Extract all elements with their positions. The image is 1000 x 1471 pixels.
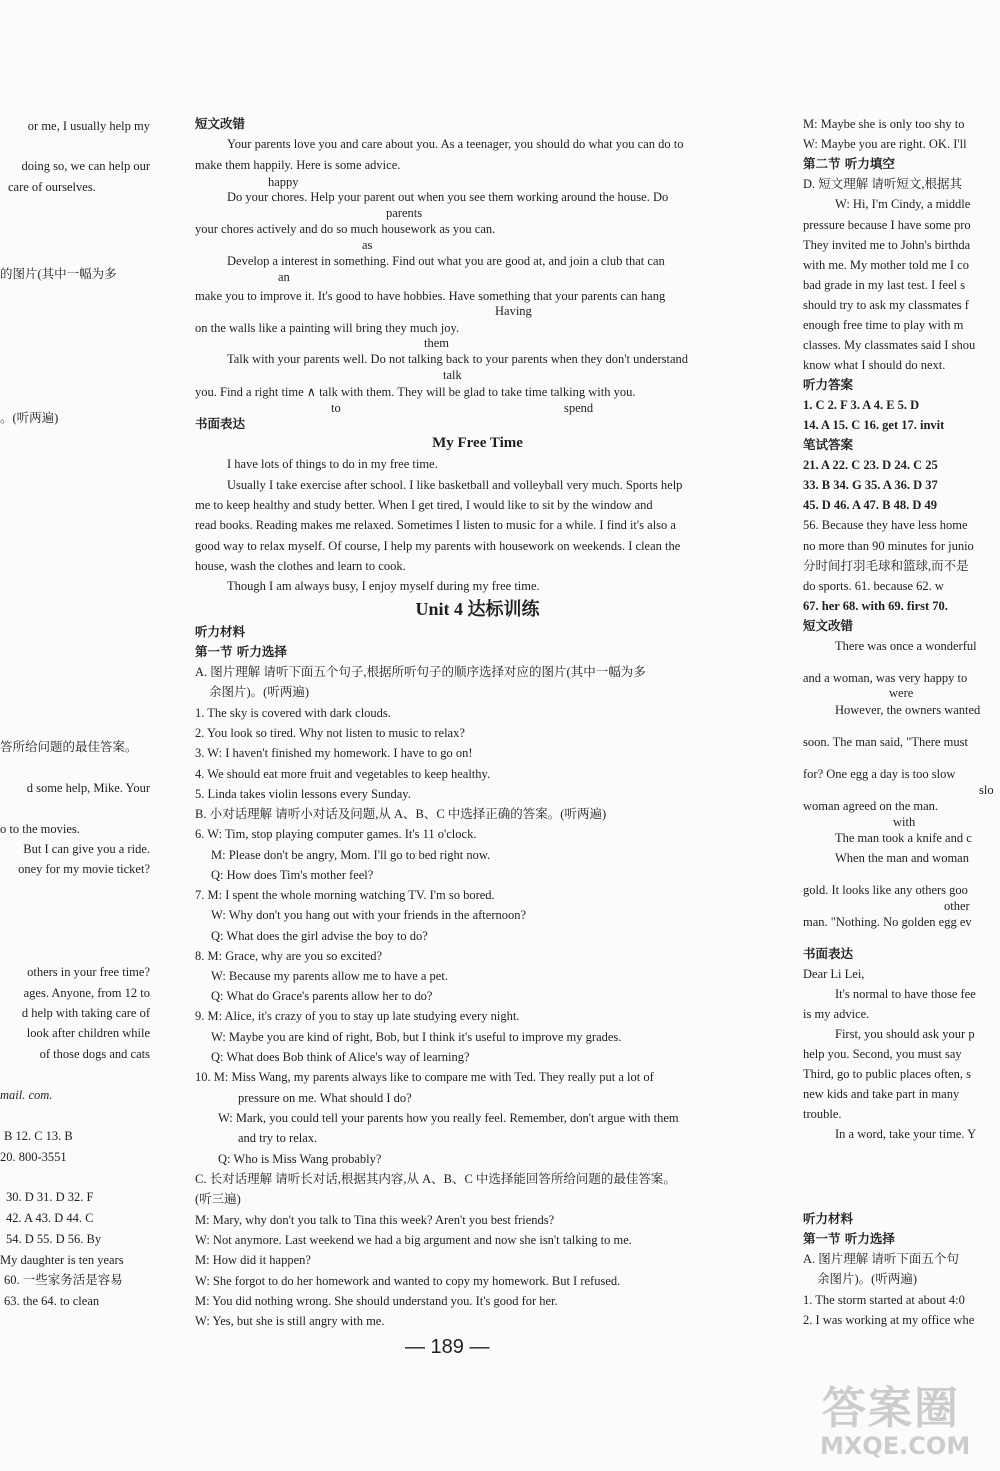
correction-word: happy: [268, 175, 299, 189]
correction-line: on the walls like a painting will bring they much joy.: [195, 321, 460, 335]
text-line: doing so, we can help our: [21, 159, 150, 173]
text-line: Dear Li Lei,: [803, 967, 865, 981]
section-heading: 短文改错: [803, 618, 854, 633]
text-line: is my advice.: [803, 1007, 870, 1021]
essay-line: I have lots of things to do in my free time.: [227, 457, 438, 471]
listening-material-heading: 听力材料: [195, 624, 246, 639]
section-heading: 听力答案: [803, 377, 854, 392]
text-line: gold. It looks like any others goo: [803, 883, 968, 897]
text-line: others in your free time?: [27, 965, 150, 979]
listening-item: 2. You look so tired. Why not listen to music to relax?: [195, 726, 465, 740]
part-a-instruction: A. 图片理解 请听下面五个句子,根据所听句子的顺序选择对应的图片(其中一幅为多: [195, 665, 646, 679]
section-heading: 第二节 听力填空: [803, 156, 895, 171]
correction-word: an: [278, 270, 290, 284]
dialog-line: 8. M: Grace, why are you so excited?: [195, 949, 383, 963]
correction-word: slo: [979, 783, 994, 797]
text-line: care of ourselves.: [8, 180, 96, 194]
text-line: In a word, take your time. Y: [835, 1127, 977, 1141]
text-line: 答所给问题的最佳答案。: [0, 740, 138, 754]
text-line: The man took a knife and c: [835, 831, 972, 845]
dialog-line: W: Because my parents allow me to have a pet.: [211, 969, 448, 983]
dialog-line: Q: Who is Miss Wang probably?: [218, 1152, 382, 1166]
listening-item: 4. We should eat more fruit and vegetables to keep healthy.: [195, 767, 491, 781]
correction-word: other: [944, 899, 970, 913]
dialog-line: Q: What does the girl advise the boy to do?: [211, 929, 428, 943]
section-heading-writing: 书面表达: [195, 416, 246, 431]
dialog-line: 6. W: Tim, stop playing computer games. It's 11 o'clock.: [195, 827, 477, 841]
text-line: classes. My classmates said I shou: [803, 338, 976, 352]
text-line: A. 图片理解 请听下面五个句: [803, 1252, 959, 1266]
section-heading-correction: 短文改错: [195, 116, 246, 131]
answer-line: 21. A 22. C 23. D 24. C 25: [803, 458, 938, 472]
correction-line: Your parents love you and care about you. As a teenager, you should do what you can do to: [227, 137, 684, 151]
part-a-instruction: 余图片)。(听两遍): [209, 685, 309, 699]
text-line: When the man and woman: [835, 851, 969, 865]
dialog-line: M: Please don't be angry, Mom. I'll go to bed right now.: [211, 848, 491, 862]
dialog-line: W: Why don't you hang out with your friends in the afternoon?: [211, 908, 527, 922]
dialog-line: M: How did it happen?: [195, 1253, 311, 1267]
essay-line: house, wash the clothes and learn to cook.: [195, 559, 406, 573]
text-line: They invited me to John's birthda: [803, 238, 971, 252]
text-line: d help with taking care of: [21, 1006, 150, 1020]
dialog-line: 7. M: I spent the whole morning watching TV. I'm so bored.: [195, 888, 495, 902]
left-column: [0, 0, 160, 1471]
essay-line: me to keep healthy and study better. When I get tired, I would like to sit by the window and: [195, 498, 653, 512]
answer-line: My daughter is ten years: [0, 1253, 124, 1267]
text-line: 2. I was working at my office whe: [803, 1313, 975, 1327]
text-line: oney for my movie ticket?: [18, 862, 150, 876]
text-line: W: Maybe you are right. OK. I'll: [803, 137, 967, 151]
dialog-line: 10. M: Miss Wang, my parents always like to compare me with Ted. They really put a lot of: [195, 1070, 654, 1084]
text-line: should try to ask my classmates f: [803, 298, 969, 312]
text-line: However, the owners wanted: [835, 703, 981, 717]
text-line: First, you should ask your p: [835, 1027, 975, 1041]
middle-column: [195, 0, 765, 1471]
watermark-text: 答案圈: [822, 1383, 960, 1434]
correction-word: as: [362, 238, 373, 252]
essay-line: Though I am always busy, I enjoy myself during my free time.: [227, 579, 540, 593]
essay-line: read books. Reading makes me relaxed. Sometimes I listen to music for a while. I find it's also a: [195, 518, 676, 532]
section-heading: 第一节 听力选择: [803, 1231, 895, 1246]
answer-line: 60. 一些家务活是容易: [4, 1273, 123, 1287]
dialog-line: Q: What does Bob think of Alice's way of learning?: [211, 1050, 470, 1064]
answer-line: 30. D 31. D 32. F: [6, 1190, 94, 1204]
text-line: or me, I usually help my: [27, 119, 150, 133]
text-line: d some help, Mike. Your: [26, 781, 150, 795]
text-line: know what I should do next.: [803, 358, 946, 372]
correction-line: Talk with your parents well. Do not talking back to your parents when they don't understand: [227, 352, 688, 366]
answer-line: do sports. 61. because 62. w: [803, 579, 944, 593]
correction-line: you. Find a right time ∧ talk with them. They will be glad to take time talking with you.: [195, 385, 636, 399]
text-line: soon. The man said, "There must: [803, 735, 968, 749]
text-line: man. "Nothing. No golden egg ev: [803, 915, 972, 929]
listening-item: 1. The sky is covered with dark clouds.: [195, 706, 391, 720]
correction-word: with: [893, 815, 916, 829]
text-line: enough free time to play with m: [803, 318, 964, 332]
correction-word: spend: [564, 401, 594, 415]
answer-line: 67. her 68. with 69. first 70.: [803, 599, 948, 613]
answer-line: no more than 90 minutes for junio: [803, 539, 974, 553]
text-line: with me. My mother told me I co: [803, 258, 969, 272]
section-heading: 笔试答案: [803, 437, 854, 452]
dialog-line: M: You did nothing wrong. She should understand you. It's good for her.: [195, 1294, 558, 1308]
page-number: — 189 —: [405, 1336, 490, 1358]
text-line: 余图片)。(听两遍): [817, 1272, 917, 1286]
answer-line: 1. C 2. F 3. A 4. E 5. D: [803, 398, 920, 412]
listening-item: 3. W: I haven't finished my homework. I have to go on!: [195, 746, 473, 760]
text-line: 。(听两遍): [0, 411, 59, 425]
watermark-logo: [816, 1372, 996, 1467]
text-line: Third, go to public places often, s: [803, 1067, 972, 1081]
dialog-line: 9. M: Alice, it's crazy of you to stay up late studying every night.: [195, 1009, 520, 1023]
text-line: new kids and take part in many: [803, 1087, 960, 1101]
answer-line: 20. 800-3551: [0, 1150, 67, 1164]
dialog-line: Q: What do Grace's parents allow her to do?: [211, 989, 433, 1003]
answer-line: 63. the 64. to clean: [4, 1294, 100, 1308]
answer-line: 42. A 43. D 44. C: [6, 1211, 94, 1225]
text-line: bad grade in my last test. I feel s: [803, 278, 966, 292]
answer-line: 分时间打羽毛球和篮球,而不是: [803, 559, 969, 573]
essay-title: My Free Time: [432, 435, 523, 451]
text-line: woman agreed on the man.: [803, 799, 939, 813]
text-line: mail. com.: [0, 1088, 53, 1102]
dialog-line: Q: How does Tim's mother feel?: [211, 868, 374, 882]
text-line: look after children while: [26, 1026, 150, 1040]
text-line: M: Maybe she is only too shy to: [803, 117, 965, 131]
answer-line: 56. Because they have less home: [803, 518, 968, 532]
correction-word: were: [889, 686, 914, 700]
text-line: and a woman, was very happy to: [803, 671, 968, 685]
answer-line: 33. B 34. G 35. A 36. D 37: [803, 478, 938, 492]
correction-line: make them happily. Here is some advice.: [195, 158, 401, 172]
dialog-line: M: Mary, why don't you talk to Tina this week? Aren't you best friends?: [195, 1213, 555, 1227]
text-line: 的图片(其中一幅为多: [0, 267, 117, 281]
part-c-instruction: C. 长对话理解 请听长对话,根据其内容,从 A、B、C 中选择能回答所给问题的最佳答案。: [195, 1172, 676, 1186]
listening-item: 5. Linda takes violin lessons every Sunday.: [195, 787, 411, 801]
text-line: But I can give you a ride.: [23, 842, 150, 856]
correction-line: Do your chores. Help your parent out when you see them working around the house. Do: [227, 190, 669, 204]
section-heading: 书面表达: [803, 946, 854, 961]
part-b-instruction: B. 小对话理解 请听小对话及问题,从 A、B、C 中选择正确的答案。(听两遍): [195, 807, 607, 821]
dialog-line: W: Not anymore. Last weekend we had a big argument and now she isn't talking to me.: [195, 1233, 632, 1247]
text-line: ages. Anyone, from 12 to: [23, 986, 150, 1000]
correction-word: parents: [386, 206, 423, 220]
dialog-line: W: Mark, you could tell your parents how you really feel. Remember, don't argue with them: [218, 1111, 679, 1125]
section-heading: 听力材料: [803, 1211, 854, 1226]
answer-line: 54. D 55. D 56. By: [6, 1232, 102, 1246]
text-line: There was once a wonderful: [835, 639, 977, 653]
unit-title: Unit 4 达标训练: [415, 599, 540, 619]
text-line: W: Hi, I'm Cindy, a middle: [835, 197, 971, 211]
dialog-line: pressure on me. What should I do?: [238, 1091, 412, 1105]
text-line: It's normal to have those fee: [835, 987, 976, 1001]
text-line: D. 短文理解 请听短文,根据其: [803, 177, 963, 191]
right-column: [803, 0, 1000, 1471]
correction-line: make you to improve it. It's good to have hobbies. Have something that your parents can hang: [195, 289, 666, 303]
text-line: for? One egg a day is too slow: [803, 767, 956, 781]
part-c-instruction: (听三遍): [195, 1192, 241, 1206]
correction-word: talk: [443, 368, 462, 382]
dialog-line: W: Yes, but she is still angry with me.: [195, 1314, 385, 1328]
correction-word: Having: [495, 304, 532, 318]
text-line: trouble.: [803, 1107, 842, 1121]
correction-line: your chores actively and do so much housework as you can.: [195, 222, 496, 236]
text-line: o to the movies.: [0, 822, 80, 836]
dialog-line: W: She forgot to do her homework and wanted to copy my homework. But I refused.: [195, 1274, 621, 1288]
dialog-line: and try to relax.: [238, 1131, 318, 1145]
section1-heading: 第一节 听力选择: [195, 644, 287, 659]
answer-line: 14. A 15. C 16. get 17. invit: [803, 418, 945, 432]
watermark-url: MXQE.COM: [820, 1432, 971, 1460]
text-line: of those dogs and cats: [39, 1047, 150, 1061]
correction-word: to: [331, 401, 341, 415]
text-line: 1. The storm started at about 4:0: [803, 1293, 965, 1307]
correction-line: Develop a interest in something. Find out what you are good at, and join a club that can: [227, 254, 665, 268]
dialog-line: W: Maybe you are kind of right, Bob, but I think it's useful to improve my grades.: [211, 1030, 622, 1044]
text-line: help you. Second, you must say: [803, 1047, 962, 1061]
answer-line: 45. D 46. A 47. B 48. D 49: [803, 498, 938, 512]
correction-word: them: [424, 336, 449, 350]
answer-line: B 12. C 13. B: [4, 1129, 73, 1143]
essay-line: good way to relax myself. Of course, I help my parents with housework on weekends. I clean the: [195, 539, 681, 553]
text-line: pressure because I have some pro: [803, 218, 971, 232]
essay-line: Usually I take exercise after school. I like basketball and volleyball very much. Sports help: [227, 478, 683, 492]
